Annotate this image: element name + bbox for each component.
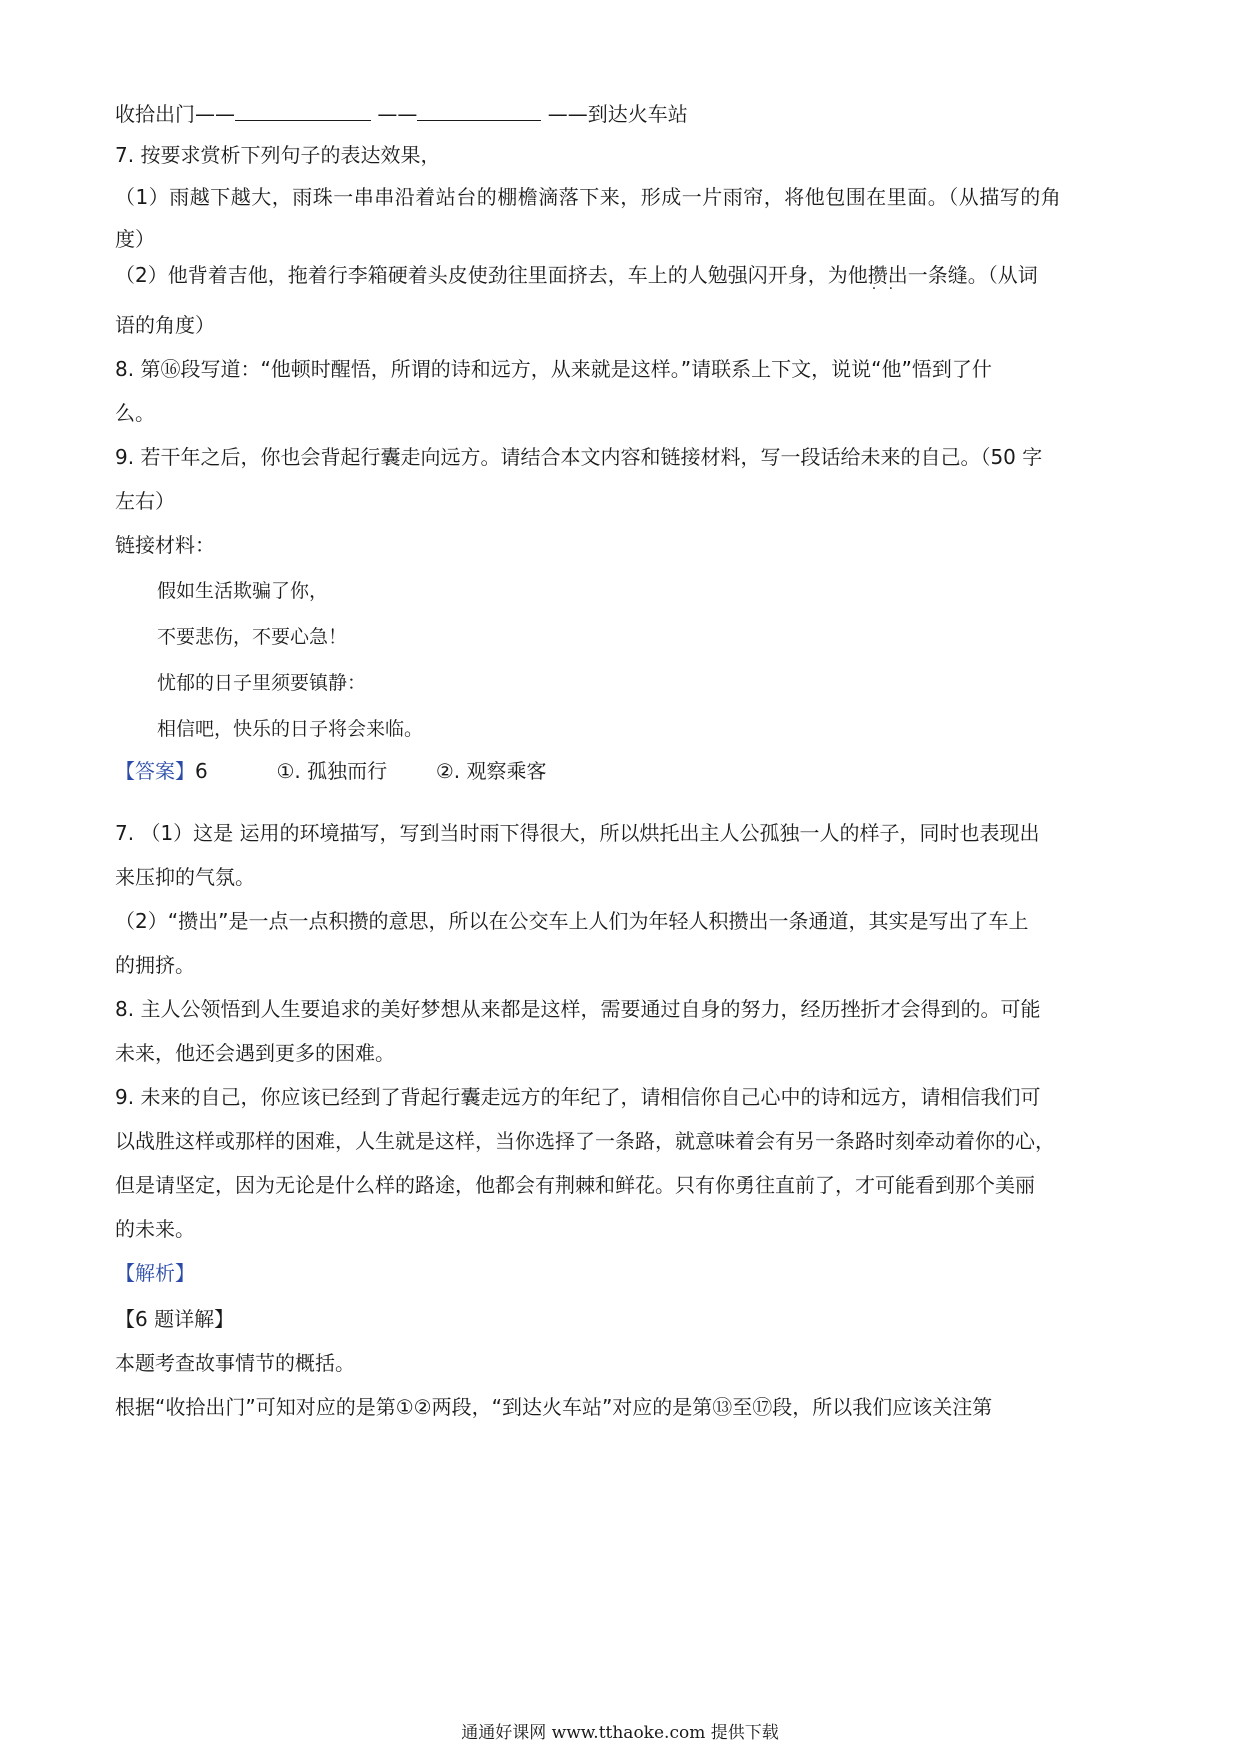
ans7-line1: 7. （1）这是 运用的环境描写，写到当时雨下得很大，所以烘托出主人公孤独一人的样子，同时也表现出: [115, 821, 1040, 845]
q8-line1: 8. 第⑯段写道：“他顿时醒悟，所谓的诗和远方，从来就是这样。”请联系上下文，说说“他”悟到了什: [115, 357, 992, 381]
q9-line1: 9. 若干年之后，你也会背起行囊走向远方。请结合本文内容和链接材料，写一段话给未来的自己。（50 字: [115, 445, 1043, 469]
q7-s2-line1: [115, 260, 1038, 290]
blank-1: [235, 98, 371, 121]
q7-s2-line2: 语的角度）: [115, 313, 215, 337]
text-end: ——到达火车站: [547, 102, 688, 126]
ans9-line1: 9. 未来的自己，你应该已经到了背起行囊走远方的年纪了，请相信你自己心中的诗和远方，请相信我们可: [115, 1085, 1041, 1109]
detail-intro: 本题考查故事情节的概括。: [115, 1351, 355, 1375]
answer-tag: 【答案】: [115, 759, 195, 783]
q7-s1-line1: （1）雨越下越大，雨珠一串串沿着站台的棚檐滴落下来，形成一片雨帘，将他包围在里面。（从描写的角: [115, 185, 1062, 209]
q7-s2-pre: （2）他背着吉他，拖着行李箱硬着头皮使劲往里面挤去，车上的人勉强闪开身，为他: [115, 263, 868, 287]
poem-line-4: 相信吧，快乐的日子将会来临。: [157, 718, 424, 740]
answer-item-2: ②. 观察乘客: [435, 759, 547, 783]
text-start: 收拾出门——: [115, 102, 235, 126]
detail-text: 根据“收拾出门”可知对应的是第①②两段，“到达火车站”对应的是第⑬至⑰段，所以我们应该关注第: [115, 1395, 993, 1419]
q7-s2-post: 一条缝。（从词: [907, 263, 1038, 287]
answer-number: 6: [195, 759, 208, 783]
ans9-line4: 的未来。: [115, 1217, 195, 1241]
ans7-line2: 来压抑的气氛。: [115, 865, 255, 889]
blank-2: [417, 98, 541, 121]
ans7-line3: （2）“攒出”是一点一点积攒的意思，所以在公交车上人们为年轻人积攒出一条通道，其实是写出了车上: [115, 909, 1029, 933]
q9-line2: 左右）: [115, 489, 175, 513]
poem-line-3: 忧郁的日子里须要镇静：: [157, 672, 367, 694]
answer-line: [115, 756, 546, 786]
ans9-line3: 但是请坚定，因为无论是什么样的路途，他都会有荆棘和鲜花。只有你勇往直前了，才可能看到那个美丽: [115, 1173, 1035, 1197]
poem-line-2: 不要悲伤，不要心急！: [157, 626, 348, 648]
ans7-line4: 的拥挤。: [115, 953, 195, 977]
q8-line2: 么。: [115, 401, 155, 425]
q7-stem: 7. 按要求赏析下列句子的表达效果，: [115, 143, 441, 167]
emphasized-word: 攒出 · ·: [868, 260, 908, 290]
plot-fill-line: [115, 98, 688, 129]
text-dash: ——: [377, 102, 418, 126]
ans8-line1: 8. 主人公领悟到人生要追求的美好梦想从来都是这样，需要通过自身的努力，经历挫折才会得到的。可能: [115, 997, 1041, 1021]
link-material-label: 链接材料：: [115, 533, 215, 557]
ans9-line2: 以战胜这样或那样的困难，人生就是这样，当你选择了一条路，就意味着会有另一条路时刻牵动着你的心，: [115, 1129, 1055, 1153]
q7-s1-line2: 度）: [115, 227, 155, 251]
ans8-line2: 未来，他还会遇到更多的困难。: [115, 1041, 395, 1065]
footer-source: 通通好课网 www.tthaoke.com 提供下载: [461, 1723, 779, 1743]
analysis-tag: 【解析】: [115, 1261, 195, 1285]
detail-6-heading: 【6 题详解】: [115, 1307, 235, 1331]
poem-line-1: 假如生活欺骗了你，: [157, 580, 329, 602]
answer-item-1: ①. 孤独而行: [276, 759, 388, 783]
